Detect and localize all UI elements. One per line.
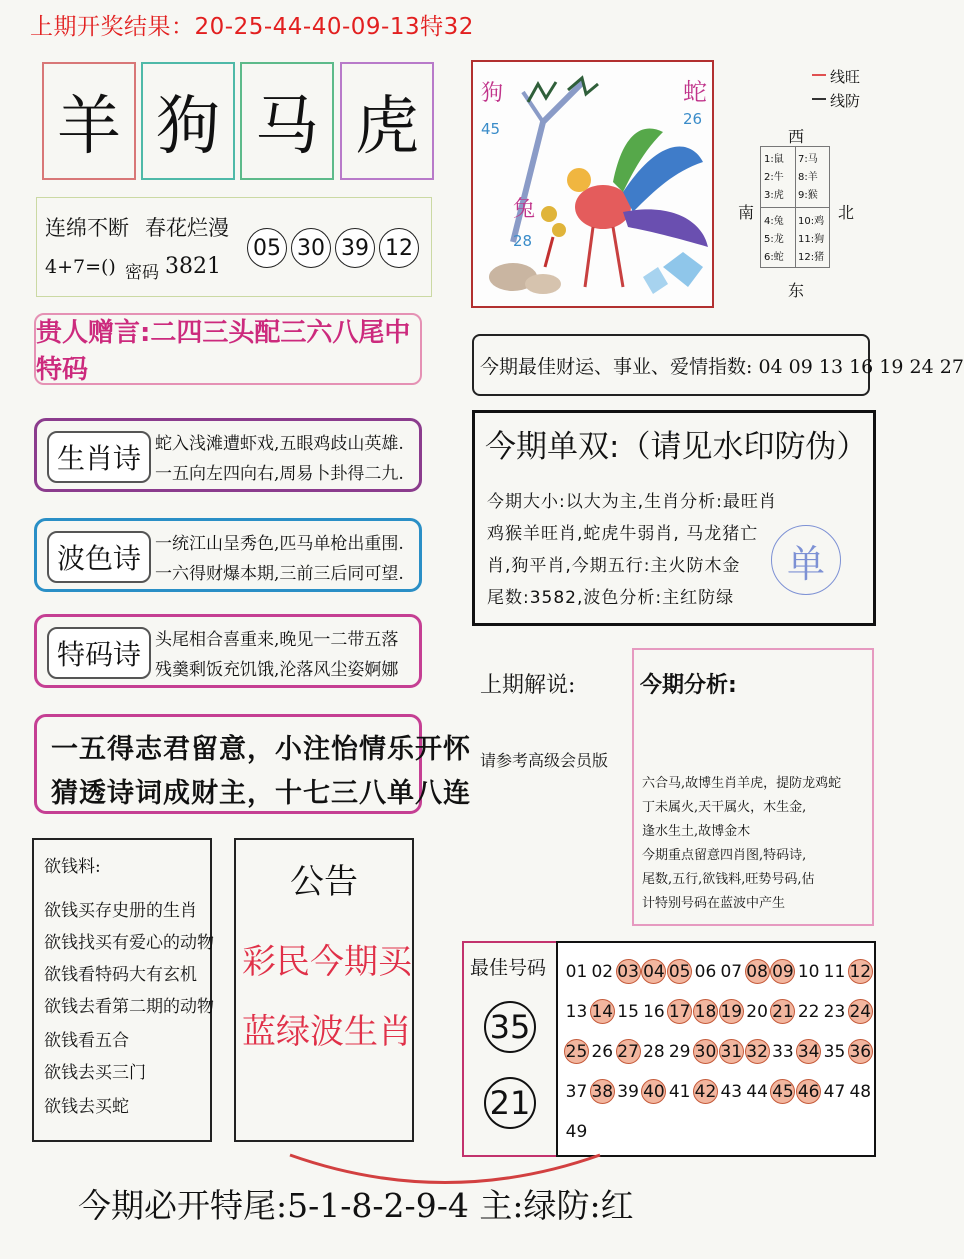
code-value: 3821 (165, 254, 221, 279)
compass-cell: 11:狗 (798, 234, 825, 245)
notice-line-2: 蓝绿波生肖 (242, 1012, 412, 1052)
money-item: 欲钱看五合 (44, 1031, 129, 1051)
compass-cell: 5:龙 (764, 234, 784, 245)
equation-text: 4+7=() (45, 256, 116, 278)
bottom-special-tail: 今期必开特尾:5-1-8-2-9-4 主:绿防:红 (78, 1186, 634, 1225)
grid-number: 10 (797, 961, 820, 982)
grid-number: 06 (694, 961, 717, 982)
analysis-title: 今期分析: (640, 673, 737, 698)
grid-number-highlighted: 45 (770, 1079, 795, 1104)
compass-west: 西 (788, 127, 805, 146)
verse-line-1: 一五得志君留意，小注怡情乐开怀 (51, 734, 471, 765)
verse-line-2: 猜透诗词成财主，十七三八单八连 (51, 778, 471, 809)
compass-cell: 2:牛 (764, 172, 784, 183)
phoenix-illustration (473, 62, 712, 306)
grid-number-highlighted: 36 (848, 1039, 873, 1064)
grid-number: 43 (720, 1081, 743, 1102)
snake-label: 蛇 (683, 78, 707, 106)
grid-number-highlighted: 38 (590, 1079, 615, 1104)
grid-number-highlighted: 30 (693, 1039, 718, 1064)
fortune-index-text: 今期最佳财运、事业、爱情指数: 04 09 13 16 19 24 27 (480, 355, 964, 378)
grid-number: 20 (746, 1001, 768, 1022)
phrase-2: 春花烂漫 (145, 216, 229, 240)
fortune-index-box (472, 334, 964, 396)
parity-line: 肖,狗平肖,今期五行:主火防木金 (487, 556, 741, 576)
poem-line: 一六得财爆本期,三前三后同可望. (155, 564, 404, 584)
poem-label: 生肖诗 (47, 431, 151, 483)
analysis-line: 今期重点留意四肖图,特码诗, (642, 848, 807, 863)
analysis-line: 六合马,故博生肖羊虎，提防龙鸡蛇 (642, 776, 842, 791)
grid-number-highlighted: 24 (848, 999, 873, 1024)
best-numbers-box (462, 941, 562, 1157)
zodiac-box-2: 狗 (141, 62, 235, 180)
grid-number-highlighted: 03 (616, 959, 641, 984)
notice-title: 公告 (290, 862, 358, 902)
analysis-line: 尾数,五行,欲钱料,旺势号码,估 (642, 872, 815, 887)
poem-box-color (34, 518, 422, 592)
money-item: 欲钱看特码大有玄机 (44, 965, 197, 985)
grid-number: 39 (617, 1081, 639, 1102)
grid-number: 13 (565, 1001, 588, 1022)
dog-label: 狗 (481, 81, 504, 106)
grid-number: 22 (797, 1001, 820, 1022)
grid-number-highlighted: 25 (564, 1039, 589, 1064)
decorative-arc (280, 1150, 610, 1190)
rabbit-number: 28 (513, 232, 533, 250)
money-item: 欲钱找买有爱心的动物 (44, 933, 214, 953)
money-item: 欲钱买存史册的生肖 (44, 901, 197, 921)
zodiac-picture (471, 60, 714, 308)
analysis-box (632, 648, 874, 926)
analysis-line: 丁未属火,天干属火，木生金, (642, 800, 807, 815)
money-item: 欲钱去买蛇 (44, 1097, 129, 1117)
poem-label: 波色诗 (47, 531, 151, 583)
poem-box-special (34, 614, 422, 688)
grid-number: 44 (746, 1081, 768, 1102)
rabbit-label: 兔 (513, 197, 536, 222)
parity-line: 鸡猴羊旺肖,蛇虎牛弱肖, 马龙猪亡 (487, 524, 759, 544)
compass-cell: 10:鸡 (798, 216, 825, 227)
poem-box-zodiac (34, 418, 422, 492)
notice-line-1: 彩民今期买 (242, 942, 412, 982)
analysis-line: 计特别号码在蓝波中产生 (642, 896, 786, 911)
refer-member-text: 请参考高级会员版 (480, 751, 609, 770)
money-riddle-box (32, 838, 212, 1142)
grid-number: 29 (668, 1041, 691, 1062)
compass-cell: 6:蛇 (764, 252, 784, 263)
poem-line: 一五向左四向右,周易卜卦得二九. (155, 464, 404, 484)
zodiac-box-3: 马 (240, 62, 334, 180)
legend-red-line (812, 74, 826, 76)
compass-north: 北 (838, 203, 855, 222)
number-grid (556, 941, 876, 1157)
code-label: 密码 (125, 263, 159, 283)
best-number-1: 35 (484, 1001, 536, 1053)
compass-cell: 4:兔 (764, 216, 784, 227)
notice-box (234, 838, 414, 1142)
grid-number: 23 (823, 1001, 846, 1022)
grid-number-highlighted: 40 (641, 1079, 666, 1104)
poem-label: 特码诗 (47, 627, 151, 679)
dog-number: 45 (481, 120, 501, 138)
grid-number: 15 (617, 1001, 639, 1022)
tagline-box (36, 197, 432, 297)
lucky-number-1: 05 (247, 228, 287, 268)
grid-number-highlighted: 34 (796, 1039, 821, 1064)
grid-number: 11 (823, 961, 846, 982)
last-result-text: 上期开奖结果：20-25-44-40-09-13特32 (30, 14, 474, 40)
compass-cell: 9:猴 (798, 190, 818, 201)
grid-number-highlighted: 32 (745, 1039, 770, 1064)
legend-red-text: 线旺 (830, 68, 861, 86)
zodiac-box-1: 羊 (42, 62, 136, 180)
grid-number-highlighted: 08 (745, 959, 770, 984)
poem-line: 残羹剩饭充饥饿,沦落风尘姿婀娜 (155, 660, 399, 680)
lucky-number-4: 12 (379, 228, 419, 268)
phrase-1: 连绵不断 (45, 216, 129, 240)
money-title: 欲钱料: (44, 857, 101, 877)
grid-number-highlighted: 14 (590, 999, 615, 1024)
grid-number-highlighted: 42 (693, 1079, 718, 1104)
money-item: 欲钱去买三门 (44, 1063, 146, 1083)
lucky-number-2: 30 (291, 228, 331, 268)
poem-line: 头尾相合喜重来,晚见一二带五落 (155, 630, 399, 650)
grid-number: 37 (565, 1081, 588, 1102)
money-item: 欲钱去看第二期的动物 (44, 997, 214, 1017)
grid-number: 26 (591, 1041, 614, 1062)
noble-words-banner: 贵人赠言:二四三头配三六八尾中特码 (34, 313, 422, 385)
watermark-seal: 单 (771, 525, 841, 595)
grid-number-highlighted: 31 (719, 1039, 744, 1064)
grid-number-highlighted: 17 (667, 999, 692, 1024)
best-number-2: 21 (484, 1077, 536, 1129)
compass-cell: 7:马 (798, 154, 818, 165)
parity-box (472, 410, 876, 626)
parity-title: 今期单双:（请见水印防伪） (485, 429, 868, 465)
compass-cell: 12:猪 (798, 252, 825, 263)
compass-cell: 1:鼠 (764, 154, 784, 165)
compass-south: 南 (738, 203, 755, 222)
poem-line: 一统江山呈秀色,匹马单枪出重围. (155, 534, 404, 554)
verse-box (34, 714, 471, 814)
grid-number-highlighted: 09 (770, 959, 795, 984)
grid-number: 02 (591, 961, 614, 982)
grid-number-highlighted: 18 (693, 999, 718, 1024)
grid-number: 48 (849, 1081, 872, 1102)
grid-number-highlighted: 12 (848, 959, 873, 984)
grid-number-highlighted: 19 (719, 999, 744, 1024)
parity-line: 尾数:3582,波色分析:主红防绿 (487, 588, 735, 608)
last-explain-label: 上期解说: (480, 673, 576, 698)
snake-number: 26 (683, 110, 703, 128)
grid-number: 49 (565, 1121, 588, 1142)
compass-legend (730, 70, 900, 300)
lucky-number-3: 39 (335, 228, 375, 268)
grid-number: 35 (823, 1041, 846, 1062)
zodiac-box-4: 虎 (340, 62, 434, 180)
grid-number: 07 (720, 961, 743, 982)
grid-number: 28 (643, 1041, 665, 1062)
grid-number-highlighted: 46 (796, 1079, 821, 1104)
grid-number: 33 (772, 1041, 794, 1062)
compass-cell: 8:羊 (798, 172, 818, 183)
compass-cell: 3:虎 (764, 190, 784, 201)
grid-number-highlighted: 27 (616, 1039, 641, 1064)
grid-number: 01 (565, 961, 588, 982)
legend-black-line (812, 98, 826, 100)
grid-number-highlighted: 21 (770, 999, 795, 1024)
compass-east: 东 (788, 281, 805, 300)
legend-black-text: 线防 (830, 92, 861, 110)
grid-number: 16 (643, 1001, 665, 1022)
poem-line: 蛇入浅滩遭虾戏,五眼鸡歧山英雄. (155, 434, 404, 454)
grid-number: 47 (823, 1081, 846, 1102)
best-numbers-label: 最佳号码 (470, 957, 547, 979)
compass-divider (760, 207, 830, 208)
grid-number: 41 (668, 1081, 691, 1102)
grid-number-highlighted: 05 (667, 959, 692, 984)
parity-line: 今期大小:以大为主,生肖分析:最旺肖 (487, 492, 777, 512)
analysis-line: 逢水生土,故博金木 (642, 824, 751, 839)
grid-number-highlighted: 04 (641, 959, 666, 984)
